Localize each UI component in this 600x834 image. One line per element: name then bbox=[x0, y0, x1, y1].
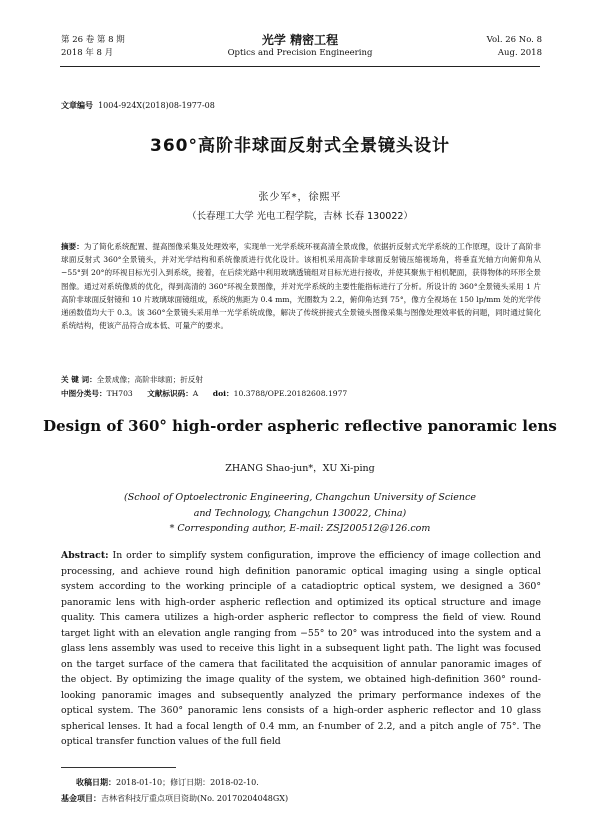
article-number-value: 1004-924X(2018)08-1977-08 bbox=[98, 101, 215, 110]
authors-cn: 张少军*，徐熙平 bbox=[258, 192, 342, 203]
doi-value: 10.3788/OPE.20182608.1977 bbox=[233, 389, 348, 398]
footnote-received bbox=[76, 777, 259, 788]
doi-label: doi： bbox=[212, 389, 234, 398]
abstract-cn-label: 摘要： bbox=[61, 242, 84, 251]
authors-en: ZHANG Shao-jun*，XU Xi-ping bbox=[225, 463, 375, 474]
abstract-cn bbox=[61, 240, 541, 332]
abstract-cn-text: 为了简化系统配置、提高图像采集及处理效率，实现单一光学系统环视高清全景成像，依据折反射式光学系统的工作原理，设计了高阶非球面反射式 360°全景镜头，并对光学结构和系统像质进行优化设计。该相机采用高阶非球面反射镜压缩视场角，将垂直光轴方向俯仰角从 −55°到 20°的环视目标光引入到系统，接着，在后续光路中利用玻璃透镜组对目标光进行接收，并使其聚焦于相机靶面，获得物体的环形全景图像。通过对系统像质的优化，得到高清的 360°环视全景图像，并对光学系统的主要性能指标进行了分析。所设计的 360°全景镜头采用 1 片高阶非球面反射镜和 10 片玻璃球面镜组成，系统的焦距为 0.4 mm，光圈数为 2.2，俯仰角达到 75°，像方全视场在 150 lp/mm 处的光学传递函数值均大于 0.3。该 360°全景镜头采用单一光学系统成像，解决了传统拼接式全景镜头图像采集与图像处理效率低的问题，同时通过简化系统结构，使该产品符合成本低、可量产的要求。 bbox=[61, 242, 541, 331]
keywords-cn-label: 关 键 词： bbox=[61, 375, 97, 384]
keywords-cn bbox=[61, 373, 541, 386]
journal-name-en: Optics and Precision Engineering bbox=[227, 48, 373, 58]
doc-code-value: A bbox=[192, 389, 199, 398]
affiliation-en-line2: and Technology, Changchun 130022, China) bbox=[193, 507, 407, 519]
volume-issue-en: Vol. 26 No. 8 bbox=[486, 35, 542, 45]
classification-line bbox=[61, 387, 541, 400]
doc-code-label: 文献标识码： bbox=[147, 389, 193, 398]
clc-value: TH703 bbox=[106, 389, 133, 398]
footnote-fund bbox=[61, 793, 288, 804]
title-en: Design of 360° high-order aspheric reflective panoramic lens bbox=[43, 417, 557, 435]
date-cn: 2018 年 8 月 bbox=[61, 48, 114, 58]
title-cn: 360°高阶非球面反射式全景镜头设计 bbox=[150, 136, 450, 156]
header-volume-en bbox=[487, 34, 542, 60]
clc-label: 中图分类号： bbox=[61, 389, 107, 398]
abstract-en bbox=[61, 548, 541, 750]
footnote-rule bbox=[61, 767, 176, 768]
date-en: Aug. 2018 bbox=[497, 48, 542, 58]
received-label: 收稿日期： bbox=[76, 777, 116, 787]
fund-value: 吉林省科技厅重点项目资助(No. 20170204048GX) bbox=[101, 794, 289, 803]
article-number-label: 文章编号 bbox=[61, 100, 93, 110]
keywords-cn-text: 全景成像；高阶非球面；折反射 bbox=[96, 375, 203, 384]
corresponding-author: * Corresponding author, E-mail: ZSJ200512@126.com bbox=[169, 523, 431, 534]
abstract-en-text: In order to simplify system configuration, improve the efficiency of image collection and processing, and achieve round high definition panoramic optical imaging using a single optical system according to the working principle of a catadioptric optical system, we designed a 360° panoramic lens with high-order aspheric reflection and optimized its optical structure and image quality. This camera utilizes a high-order aspheric reflector to compress the field of view. Round target light with an elevation angle ranging from −55° to 20° was introduced into the system and a glass lens assembly was used to receive this light in a subsequent light path. The light was focused on the target surface of the camera that facilitated the acquisition of annular panoramic images of the object. By optimizing the image quality of the system, we obtained high-definition 360° round-looking panoramic images and subsequently analyzed the primary performance indexes of the optical system. The 360° panoramic lens consists of a high-order aspheric reflector and 10 glass spherical lenses. It had a focal length of 0.4 mm, an f-number of 2.2, and a pitch angle of 75°. The optical transfer function values of the full field bbox=[61, 550, 541, 747]
article-number bbox=[61, 100, 215, 111]
journal-name-cn: 光学 精密工程 bbox=[261, 33, 339, 47]
header-rule bbox=[60, 66, 540, 67]
received-dates: 2018-01-10；修订日期：2018-02-10. bbox=[116, 778, 259, 787]
fund-label: 基金项目： bbox=[61, 793, 101, 803]
volume-issue-cn: 第 26 卷 第 8 期 bbox=[61, 35, 125, 45]
affiliation-en-line1: (School of Optoelectronic Engineering, Changchun University of Science bbox=[124, 492, 476, 503]
abstract-en-label: Abstract: bbox=[61, 550, 109, 561]
affiliation-en bbox=[0, 490, 600, 537]
affiliation-cn: （长春理工大学 光电工程学院，吉林 长春 130022） bbox=[187, 211, 413, 222]
